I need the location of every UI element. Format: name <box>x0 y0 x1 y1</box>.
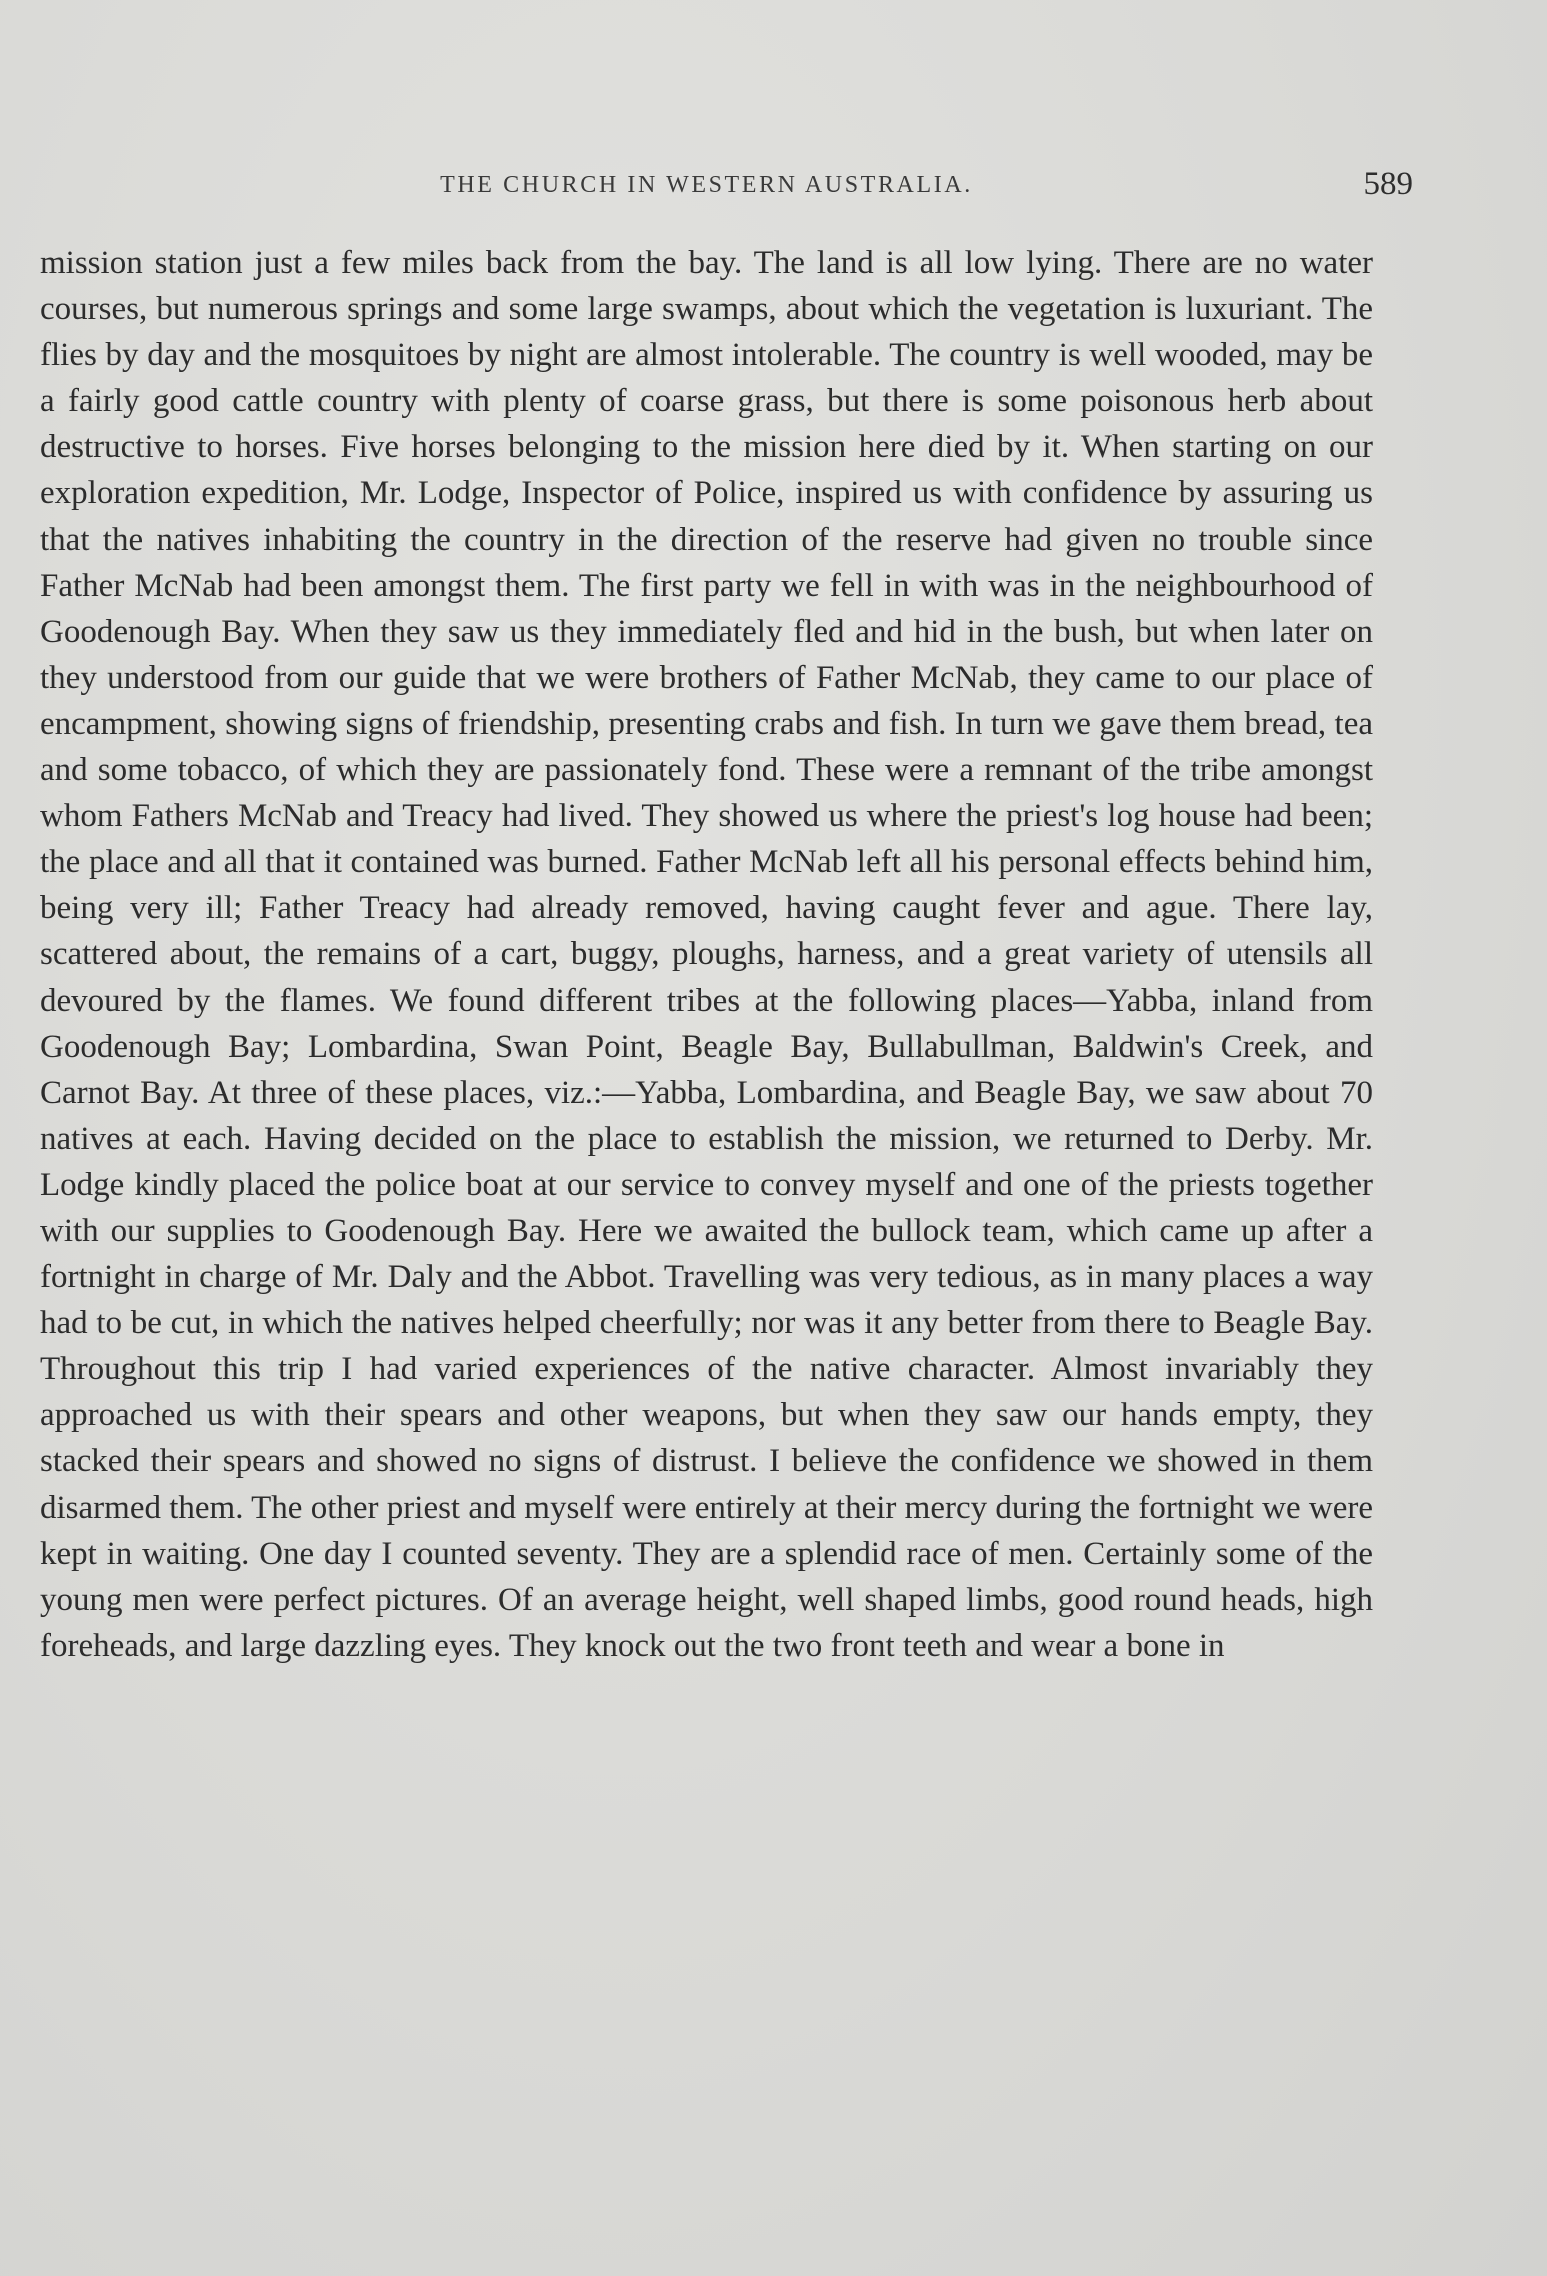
page-number: 589 <box>1363 166 1413 202</box>
running-header <box>40 166 1413 206</box>
running-title: THE CHURCH IN WESTERN AUSTRALIA. <box>440 172 973 198</box>
body-paragraph: mission station just a few miles back from the bay. The land is all low lying. There are no water courses, but numerous springs and some large swamps, about which the vegetation is luxuriant. The flies by day and the mosquitoes by night are almost intolerable. The country is well wooded, may be a fairly good cattle country with plenty of coarse grass, but there is some poisonous herb about destructive to horses. Five horses belonging to the mission here died by it. When starting on our exploration expedition, Mr. Lodge, Inspector of Police, inspired us with confidence by assuring us that the natives inhabiting the country in the direction of the reserve had given no trouble since Father McNab had been amongst them. The first party we fell in with was in the neighbourhood of Goodenough Bay. When they saw us they immediately fled and hid in the bush, but when later on they understood from our guide that we were brothers of Father McNab, they came to our place of encampment, showing signs of friendship, presenting crabs and fish. In turn we gave them bread, tea and some tobacco, of which they are passionately fond. These were a remnant of the tribe amongst whom Fathers McNab and Treacy had lived. They showed us where the priest's log house had been; the place and all that it contained was burned. Father McNab left all his personal effects behind him, being very ill; Father Treacy had already removed, having caught fever and ague. There lay, scattered about, the remains of a cart, buggy, ploughs, harness, and a great variety of utensils all devoured by the flames. We found different tribes at the following places—Yabba, inland from Goodenough Bay; Lombardina, Swan Point, Beagle Bay, Bullabullman, Baldwin's Creek, and Carnot Bay. At three of these places, viz.:—Yabba, Lombardina, and Beagle Bay, we saw about 70 natives at each. Having decided on the place to establish the mission, we returned to Derby. Mr. Lodge kindly placed the police boat at our service to convey myself and one of the priests together with our supplies to Goodenough Bay. Here we awaited the bullock team, which came up after a fortnight in charge of Mr. Daly and the Abbot. Travelling was very tedious, as in many places a way had to be cut, in which the natives helped cheerfully; nor was it any better from there to Beagle Bay. Throughout this trip I had varied experiences of the native character. Almost invariably they approached us with their spears and other weapons, but when they saw our hands empty, they stacked their spears and showed no signs of distrust. I believe the confidence we showed in them disarmed them. The other priest and myself were entirely at their mercy during the fortnight we were kept in waiting. One day I counted seventy. They are a splendid race of men. Certainly some of the young men were perfect pictures. Of an average height, well shaped limbs, good round heads, high foreheads, and large dazzling eyes. They knock out the two front teeth and wear a bone in <box>40 245 1373 1664</box>
book-page <box>40 0 1413 2276</box>
